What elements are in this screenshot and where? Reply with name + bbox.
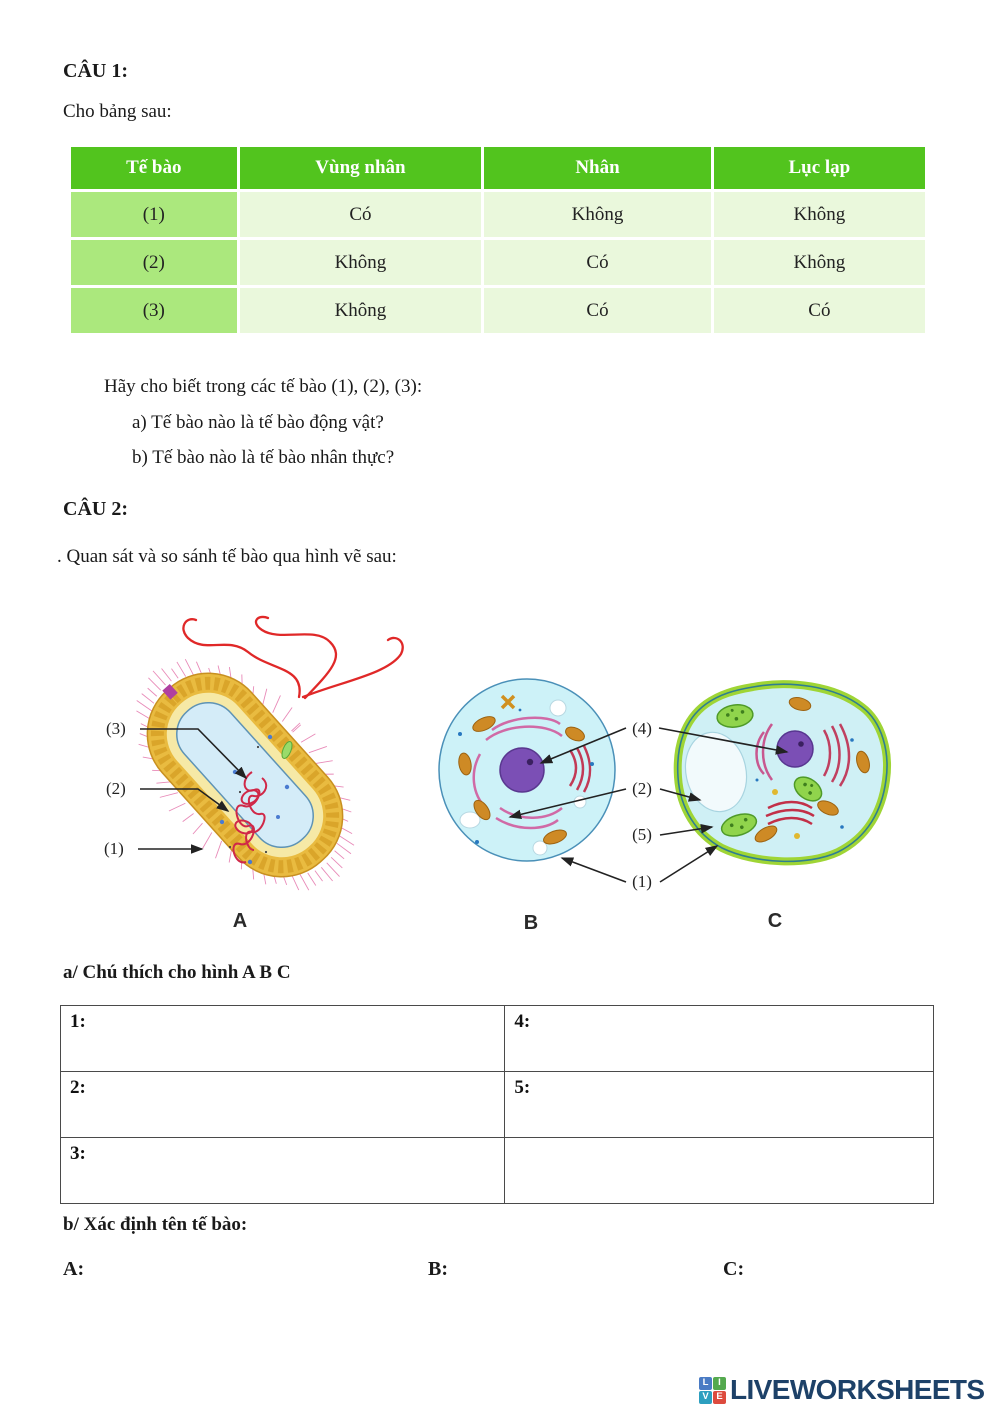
- brand-wordmark: LIVEWORKSHEETS: [730, 1374, 985, 1405]
- col-header-nhan: Nhân: [484, 147, 710, 189]
- cell-name-answer-a[interactable]: A:: [63, 1258, 85, 1280]
- label-4: (4): [632, 719, 652, 738]
- annotation-answer-table: [60, 1005, 934, 1204]
- liveworksheets-brand: [699, 1374, 985, 1406]
- row3-vung-nhan: Không: [240, 288, 482, 333]
- cau1-question-intro: Hãy cho biết trong các tế bào (1), (2), (3):: [104, 376, 423, 397]
- row2-luc-lap: Không: [714, 240, 925, 285]
- answer-cell-2[interactable]: 2:: [61, 1072, 505, 1138]
- row3-luc-lap: Có: [714, 288, 925, 333]
- answer-row: [61, 1138, 934, 1204]
- col-header-vung-nhan: Vùng nhân: [240, 147, 482, 189]
- answer-cell-4[interactable]: 4:: [505, 1006, 934, 1072]
- label-5: (5): [632, 825, 652, 844]
- bacterium-cell-figure: [92, 617, 403, 932]
- answer-row: [61, 1072, 934, 1138]
- answer-row: [61, 1006, 934, 1072]
- cau1-intro: Cho bảng sau:: [63, 101, 172, 122]
- nucleolus-b: [527, 759, 533, 765]
- nucleus-b: [500, 748, 544, 792]
- logo-letter-l: L: [699, 1377, 712, 1390]
- row3-nhan: Có: [484, 288, 710, 333]
- liveworksheets-logo-icon: [699, 1377, 726, 1404]
- logo-letter-i: I: [713, 1377, 726, 1390]
- logo-letter-v: V: [699, 1391, 712, 1404]
- answer-cell-3[interactable]: 3:: [61, 1138, 505, 1204]
- cell-name-answer-c[interactable]: C:: [723, 1258, 745, 1280]
- label-a3: (3): [106, 719, 126, 738]
- answer-cell-empty[interactable]: [505, 1138, 934, 1204]
- table-header-row: [71, 147, 925, 189]
- cell-c-letter: C: [767, 910, 783, 932]
- logo-letter-e: E: [713, 1391, 726, 1404]
- nucleus-c: [777, 731, 813, 767]
- row1-label: (1): [71, 192, 237, 237]
- answer-cell-1[interactable]: 1:: [61, 1006, 505, 1072]
- col-header-luc-lap: Lục lạp: [714, 147, 925, 189]
- label-a1: (1): [104, 839, 124, 858]
- col-header-te-bao: Tế bào: [71, 147, 237, 189]
- table-row: [71, 192, 925, 237]
- cell-name-answer-b[interactable]: B:: [428, 1258, 448, 1280]
- cau1-comparison-table: [68, 144, 928, 336]
- table-row: [71, 240, 925, 285]
- row1-vung-nhan: Có: [240, 192, 482, 237]
- plant-cell-figure: [678, 684, 887, 861]
- row2-label: (2): [71, 240, 237, 285]
- row2-nhan: Có: [484, 240, 710, 285]
- cell-b-letter: B: [523, 912, 539, 934]
- row1-luc-lap: Không: [714, 192, 925, 237]
- nucleolus-c: [798, 741, 804, 747]
- animal-cell-figure: [439, 679, 615, 861]
- cau1-question-a: a) Tế bào nào là tế bào động vật?: [132, 412, 384, 433]
- cau1-heading: CÂU 1:: [63, 60, 128, 82]
- cell-comparison-figure: [0, 612, 1000, 957]
- label-2: (2): [632, 779, 652, 798]
- cau2-part-b-heading: b/ Xác định tên tế bào:: [63, 1214, 248, 1235]
- cell-a-letter: A: [232, 910, 248, 932]
- cau2-heading: CÂU 2:: [63, 498, 128, 520]
- label-a2: (2): [106, 779, 126, 798]
- answer-cell-5[interactable]: 5:: [505, 1072, 934, 1138]
- cau2-intro: . Quan sát và so sánh tế bào qua hình vẽ sau:: [57, 546, 397, 567]
- cau1-question-b: b) Tế bào nào là tế bào nhân thực?: [132, 447, 395, 468]
- label-1: (1): [632, 872, 652, 891]
- row3-label: (3): [71, 288, 237, 333]
- row1-nhan: Không: [484, 192, 710, 237]
- cau2-part-a-heading: a/ Chú thích cho hình A B C: [63, 962, 291, 983]
- row2-vung-nhan: Không: [240, 240, 482, 285]
- table-row: [71, 288, 925, 333]
